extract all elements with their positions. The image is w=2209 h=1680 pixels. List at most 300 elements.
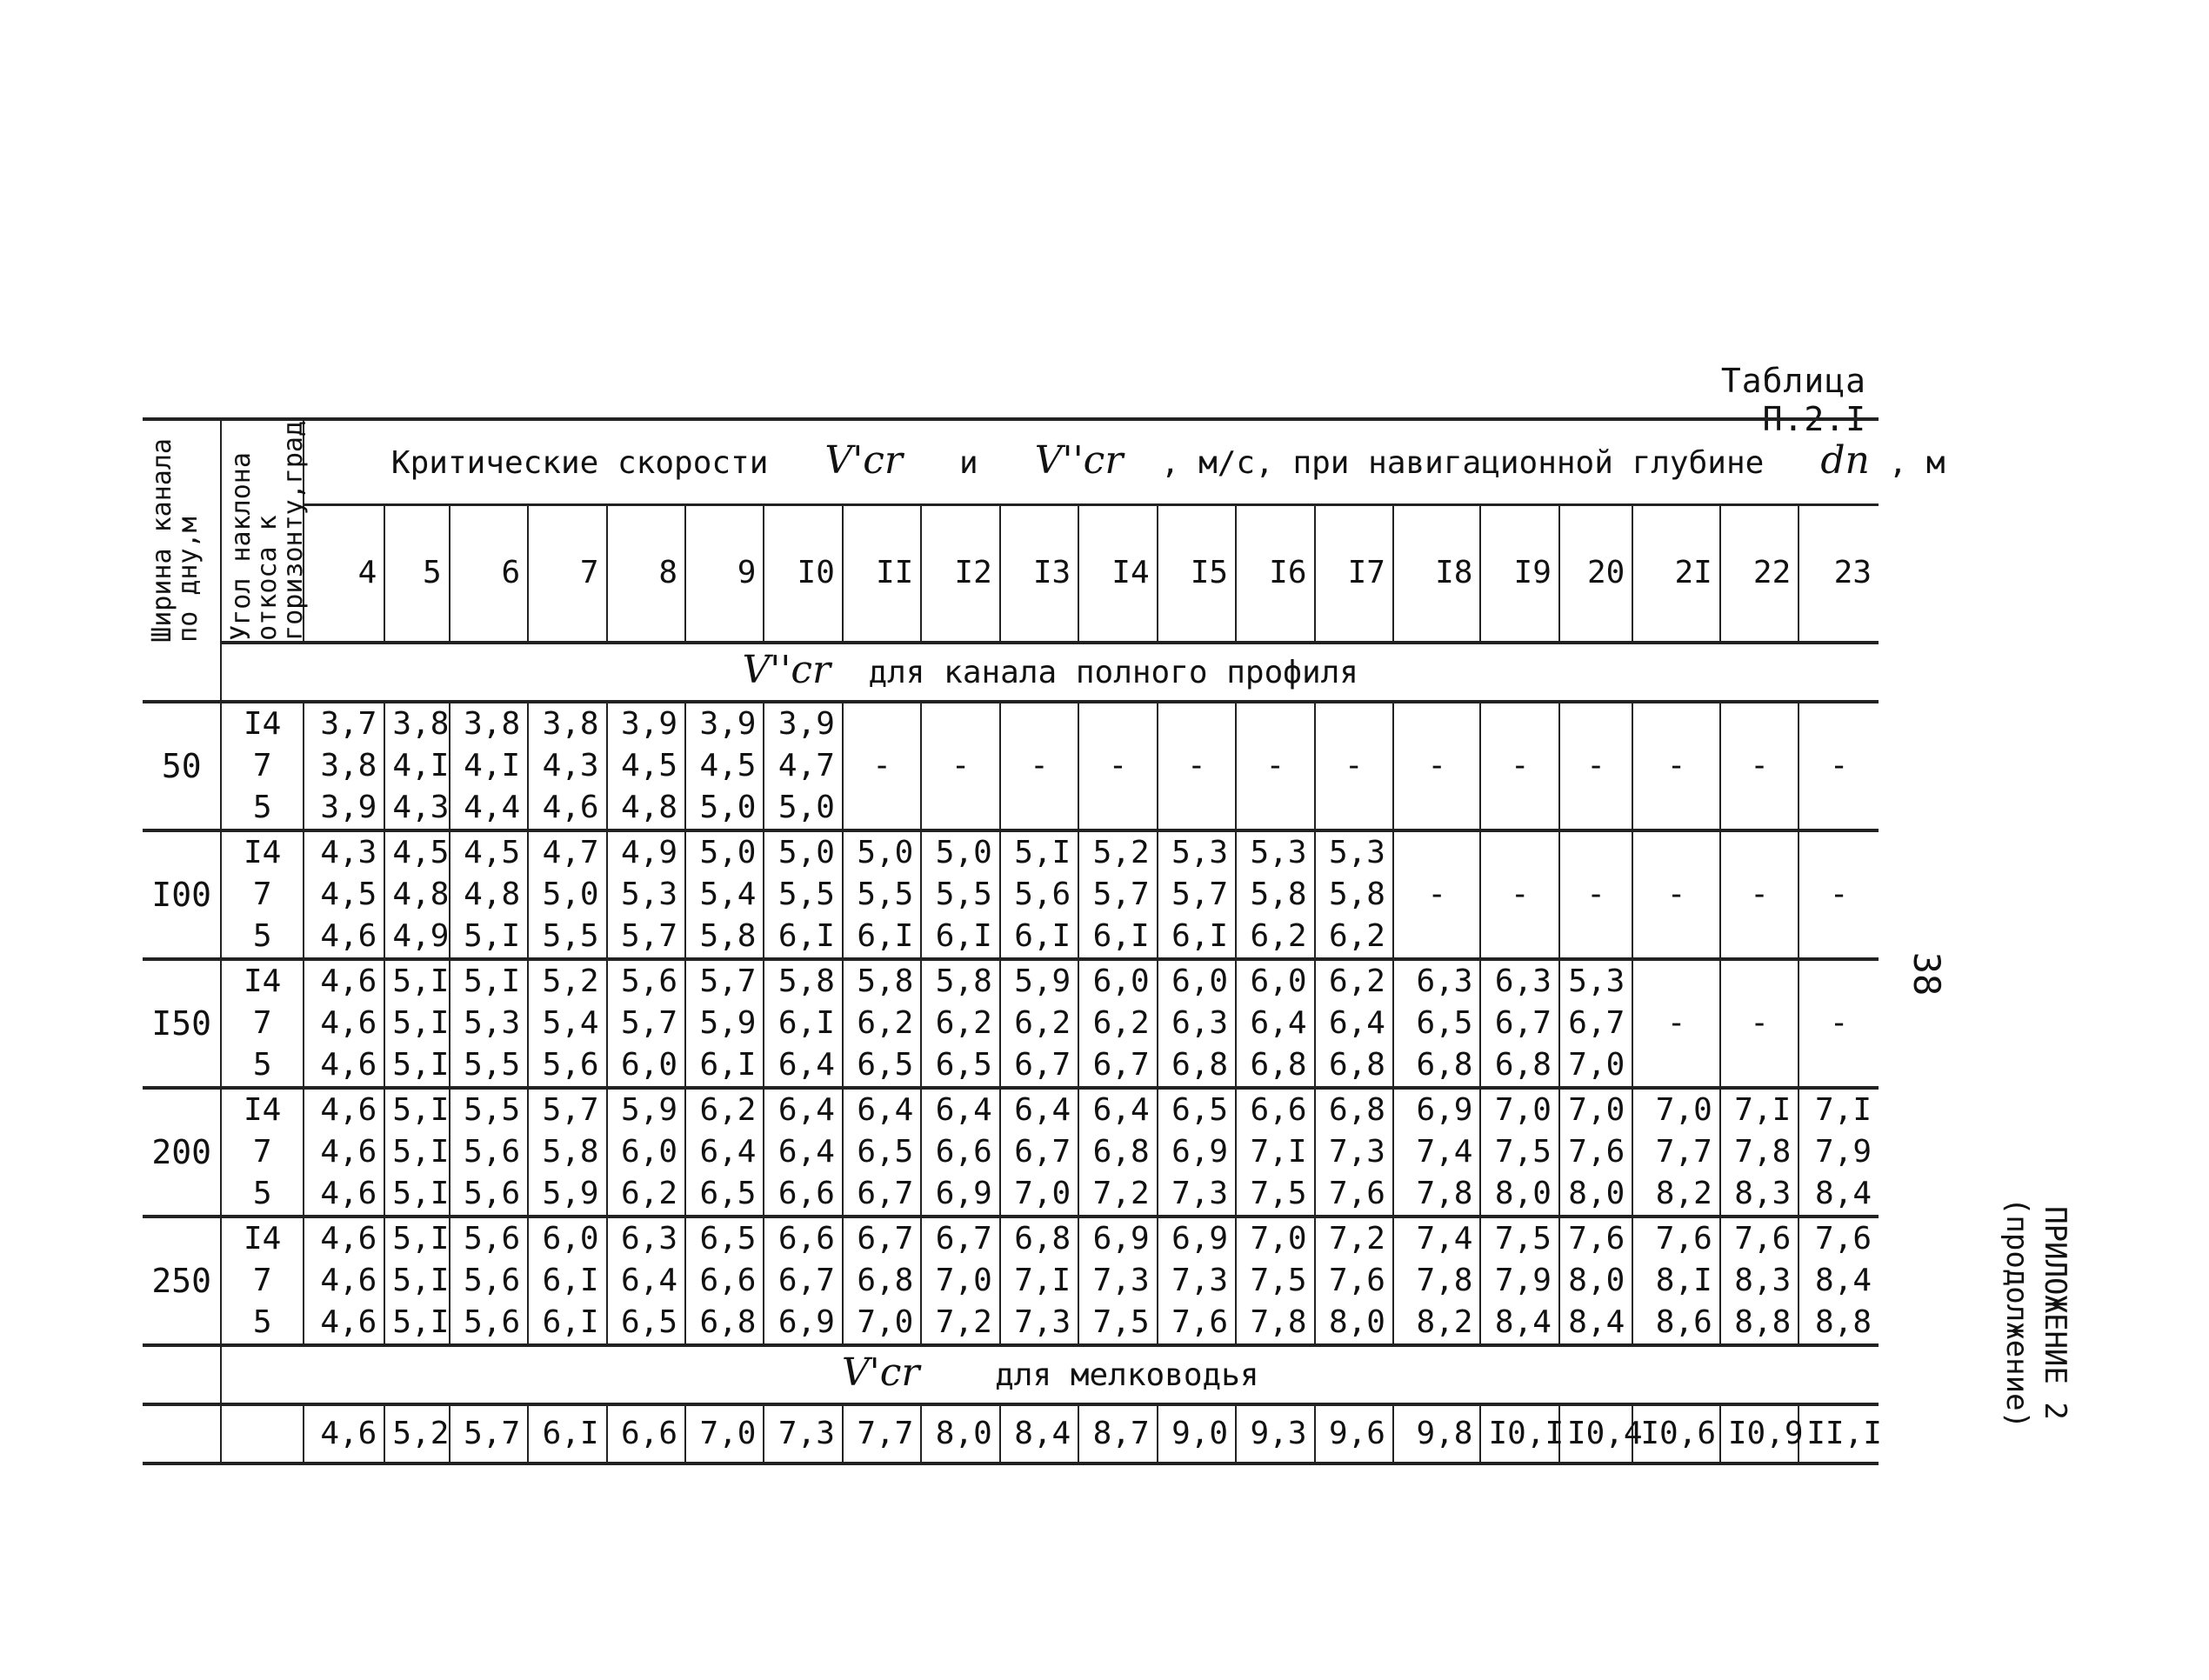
velocity-cell: 6,4 (1236, 1003, 1314, 1044)
velocity-table (143, 417, 1945, 1465)
velocity-cell: 3,9 (764, 702, 842, 745)
velocity-cell: 5,9 (528, 1173, 606, 1217)
velocity-cell: 6,I (1078, 916, 1157, 959)
velocity-cell: 7,2 (1315, 1217, 1393, 1260)
velocity-cell: 5,5 (764, 874, 842, 916)
empty-dash-cell: - (1559, 702, 1632, 830)
velocity-cell: 5,8 (921, 959, 999, 1003)
velocity-cell: 7,6 (1158, 1302, 1236, 1345)
velocity-cell: 4,3 (384, 787, 449, 830)
title-prefix: Критические скорости (390, 444, 769, 481)
velocity-cell: 4,8 (450, 874, 528, 916)
velocity-cell: 6,4 (1078, 1088, 1157, 1131)
velocity-cell: 7,0 (1236, 1217, 1314, 1260)
velocity-cell: 7,5 (1078, 1302, 1157, 1345)
velocity-cell: 6,5 (843, 1044, 921, 1088)
velocity-cell: 5,8 (685, 916, 764, 959)
velocity-cell: 6,0 (1158, 959, 1236, 1003)
symbol-dn: dn (1820, 437, 1870, 483)
empty-dash-cell: - (1632, 702, 1720, 830)
velocity-cell: 7,3 (1158, 1260, 1236, 1302)
depth-header-cell: I3 (1000, 504, 1078, 643)
velocity-cell: 5,5 (843, 874, 921, 916)
velocity-cell: 6,I (1158, 916, 1236, 959)
slope-angle-cell: 5 (221, 787, 303, 830)
velocity-cell: 6,4 (1315, 1003, 1393, 1044)
velocity-cell: 6,2 (1078, 1003, 1157, 1044)
table-row (143, 702, 1879, 745)
velocity-cell: 5,6 (450, 1260, 528, 1302)
velocity-cell: 6,6 (685, 1260, 764, 1302)
depth-header-cell: I5 (1158, 504, 1236, 643)
shallow-velocity-cell: 5,7 (450, 1404, 528, 1463)
empty-dash-cell: - (1158, 702, 1236, 830)
velocity-cell: 4,6 (304, 1131, 384, 1173)
velocity-cell: 4,9 (607, 830, 685, 874)
table-row (143, 1217, 1879, 1260)
velocity-cell: 7,6 (1632, 1217, 1720, 1260)
velocity-cell: 8,8 (1720, 1302, 1799, 1345)
velocity-cell: 6,7 (1000, 1131, 1078, 1173)
shallow-velocity-cell: 9,3 (1236, 1404, 1314, 1463)
velocity-cell: 7,9 (1799, 1131, 1879, 1173)
velocity-cell: 4,5 (304, 874, 384, 916)
table-row (143, 1044, 1879, 1088)
velocity-cell: 6,7 (921, 1217, 999, 1260)
velocity-cell: 5,0 (685, 787, 764, 830)
appendix-subtitle: (продолжение) (1999, 1197, 2034, 1430)
velocity-cell: 7,3 (1315, 1131, 1393, 1173)
velocity-cell: 5,8 (1315, 874, 1393, 916)
shallow-velocity-cell: 4,6 (304, 1404, 384, 1463)
velocity-cell: 7,0 (843, 1302, 921, 1345)
velocity-cell: 6,9 (1393, 1088, 1481, 1131)
velocity-cell: 6,6 (1236, 1088, 1314, 1131)
appendix-label (1979, 1130, 2074, 1496)
empty-dash-cell: - (1393, 830, 1481, 959)
channel-width-cell: 250 (143, 1217, 221, 1345)
velocity-cell: 6,2 (607, 1173, 685, 1217)
velocity-cell: 5,6 (450, 1131, 528, 1173)
shallow-velocity-cell: 7,0 (685, 1404, 764, 1463)
velocity-cell: 5,8 (1236, 874, 1314, 916)
velocity-cell: 7,6 (1315, 1173, 1393, 1217)
velocity-cell: 4,7 (764, 745, 842, 787)
velocity-cell: 4,6 (304, 959, 384, 1003)
channel-width-cell: I00 (143, 830, 221, 959)
angle-header (221, 419, 310, 643)
empty-dash-cell: - (1480, 702, 1558, 830)
velocity-cell: 8,4 (1799, 1260, 1879, 1302)
velocity-cell: 5,5 (528, 916, 606, 959)
header-row-title (143, 419, 1879, 504)
velocity-cell: 6,5 (1158, 1088, 1236, 1131)
velocity-cell: 6,9 (921, 1173, 999, 1217)
depth-header-cell: I6 (1236, 504, 1314, 643)
velocity-cell: 7,I (1799, 1088, 1879, 1131)
velocity-cell: 4,5 (607, 745, 685, 787)
shallow-row (143, 1404, 1879, 1463)
velocity-cell: 3,8 (450, 702, 528, 745)
empty-dash-cell: - (1315, 702, 1393, 830)
velocity-cell: 5,6 (528, 1044, 606, 1088)
table-row (143, 830, 1879, 874)
velocity-cell: 7,9 (1480, 1260, 1558, 1302)
velocity-cell: 4,6 (304, 1173, 384, 1217)
velocity-cell: 7,3 (1078, 1260, 1157, 1302)
velocity-cell: 6,8 (1236, 1044, 1314, 1088)
velocity-cell: 5,4 (685, 874, 764, 916)
velocity-cell: 6,7 (1559, 1003, 1632, 1044)
velocity-cell: 5,5 (450, 1088, 528, 1131)
velocity-cell: 7,6 (1559, 1131, 1632, 1173)
velocity-cell: 6,0 (607, 1044, 685, 1088)
shallow-velocity-cell: I0,4 (1559, 1404, 1632, 1463)
velocity-cell: 4,9 (384, 916, 449, 959)
velocity-cell: 6,2 (1000, 1003, 1078, 1044)
velocity-cell: 4,I (450, 745, 528, 787)
velocity-cell: 8,3 (1720, 1260, 1799, 1302)
depth-header-cell: 6 (450, 504, 528, 643)
velocity-cell: 5,5 (921, 874, 999, 916)
velocity-cell: 6,2 (685, 1088, 764, 1131)
velocity-cell: 7,I (1720, 1088, 1799, 1131)
velocity-cell: 6,I (843, 916, 921, 959)
velocity-cell: 6,4 (764, 1088, 842, 1131)
velocity-cell: 4,7 (528, 830, 606, 874)
velocity-cell: 6,I (1000, 916, 1078, 959)
velocity-cell: 5,0 (921, 830, 999, 874)
velocity-cell: 6,8 (1480, 1044, 1558, 1088)
velocity-cell: 4,6 (304, 1044, 384, 1088)
depth-header-cell: 2I (1632, 504, 1720, 643)
title-suffix: , м (1888, 444, 1945, 481)
velocity-cell: 8,4 (1799, 1173, 1879, 1217)
velocity-cell: 6,8 (1393, 1044, 1481, 1088)
velocity-cell: 5,I (450, 916, 528, 959)
table-title (304, 419, 1945, 504)
depth-header-cell: I2 (921, 504, 999, 643)
velocity-cell: 6,7 (1480, 1003, 1558, 1044)
velocity-cell: 5,I (384, 1302, 449, 1345)
velocity-cell: 4,3 (528, 745, 606, 787)
velocity-cell: 6,2 (1236, 916, 1314, 959)
velocity-cell: 6,2 (1315, 959, 1393, 1003)
velocity-cell: 5,6 (450, 1173, 528, 1217)
shallow-velocity-cell: 9,6 (1315, 1404, 1393, 1463)
velocity-cell: 6,8 (1315, 1088, 1393, 1131)
shallow-velocity-cell: 8,4 (1000, 1404, 1078, 1463)
table-row (143, 1173, 1879, 1217)
empty-dash-cell: - (1393, 702, 1481, 830)
velocity-cell: 4,8 (607, 787, 685, 830)
shallow-velocity-cell: I0,I (1480, 1404, 1558, 1463)
empty-dash-cell: - (1799, 830, 1879, 959)
velocity-cell: 7,3 (1158, 1173, 1236, 1217)
velocity-cell: 6,7 (1000, 1044, 1078, 1088)
title-mid: , м/с, при навигационной глубине (1160, 444, 1765, 481)
empty-dash-cell: - (1632, 830, 1720, 959)
slope-angle-cell: 7 (221, 745, 303, 787)
velocity-cell: 7,0 (1559, 1044, 1632, 1088)
velocity-cell: 6,0 (528, 1217, 606, 1260)
velocity-cell: 5,7 (528, 1088, 606, 1131)
appendix-title: ПРИЛОЖЕНИЕ 2 (2038, 1206, 2072, 1420)
velocity-cell: 5,2 (528, 959, 606, 1003)
velocity-cell: 6,I (764, 916, 842, 959)
shallow-velocity-cell: 9,8 (1393, 1404, 1481, 1463)
velocity-cell: 6,6 (921, 1131, 999, 1173)
velocity-cell: 8,8 (1799, 1302, 1879, 1345)
channel-width-cell: I50 (143, 959, 221, 1088)
velocity-cell: 6,6 (764, 1173, 842, 1217)
velocity-cell: 6,5 (685, 1173, 764, 1217)
velocity-cell: 6,5 (921, 1044, 999, 1088)
velocity-cell: 5,I (1000, 830, 1078, 874)
velocity-cell: 6,5 (1393, 1003, 1481, 1044)
velocity-cell: 7,I (1236, 1131, 1314, 1173)
velocity-cell: 8,I (1632, 1260, 1720, 1302)
shallow-velocity-cell: 7,3 (764, 1404, 842, 1463)
depth-header-row (143, 504, 1879, 643)
empty-dash-cell: - (1559, 830, 1632, 959)
depth-header-cell: I0 (764, 504, 842, 643)
table-row (143, 1260, 1879, 1302)
symbol-vcr-prime: V'cr (824, 437, 903, 483)
shallow-velocity-cell: 9,0 (1158, 1404, 1236, 1463)
velocity-cell: 6,4 (764, 1044, 842, 1088)
velocity-cell: 3,7 (304, 702, 384, 745)
velocity-cell: 7,5 (1480, 1217, 1558, 1260)
velocity-cell: 5,9 (1000, 959, 1078, 1003)
slope-angle-cell: 5 (221, 1173, 303, 1217)
table-row (143, 1302, 1879, 1345)
velocity-cell: 8,2 (1632, 1173, 1720, 1217)
velocity-cell: 8,4 (1480, 1302, 1558, 1345)
velocity-cell: 5,3 (1315, 830, 1393, 874)
depth-header-cell: I9 (1480, 504, 1558, 643)
velocity-cell: 7,I (1000, 1260, 1078, 1302)
velocity-cell: 5,3 (1158, 830, 1236, 874)
velocity-cell: 6,7 (843, 1173, 921, 1217)
velocity-cell: 5,0 (764, 830, 842, 874)
empty-dash-cell: - (1000, 702, 1078, 830)
velocity-cell: 8,0 (1559, 1260, 1632, 1302)
velocity-cell: 6,9 (764, 1302, 842, 1345)
slope-angle-cell: I4 (221, 1088, 303, 1131)
velocity-cell: 5,6 (1000, 874, 1078, 916)
velocity-cell: 6,5 (607, 1302, 685, 1345)
velocity-cell: 5,7 (607, 1003, 685, 1044)
velocity-cell: 7,7 (1632, 1131, 1720, 1173)
velocity-cell: 6,8 (1315, 1044, 1393, 1088)
velocity-cell: 6,9 (1158, 1131, 1236, 1173)
velocity-cell: 6,8 (1078, 1131, 1157, 1173)
velocity-cell: 5,3 (1559, 959, 1632, 1003)
depth-header-cell: 4 (304, 504, 384, 643)
velocity-cell: 4,5 (450, 830, 528, 874)
velocity-cell: 6,4 (921, 1088, 999, 1131)
velocity-cell: 7,6 (1315, 1260, 1393, 1302)
velocity-cell: 6,9 (1158, 1217, 1236, 1260)
velocity-cell: 6,I (764, 1003, 842, 1044)
slope-angle-cell: 7 (221, 874, 303, 916)
velocity-cell: 6,5 (843, 1131, 921, 1173)
page-number: 38 (1905, 951, 1948, 997)
section-full-profile-label (221, 643, 1879, 702)
velocity-cell: 6,7 (1078, 1044, 1157, 1088)
velocity-cell: 5,0 (685, 830, 764, 874)
depth-header-cell: II (843, 504, 921, 643)
slope-angle-cell: I4 (221, 702, 303, 745)
depth-header-cell: 22 (1720, 504, 1799, 643)
velocity-cell: 4,5 (685, 745, 764, 787)
velocity-cell: 4,6 (304, 1217, 384, 1260)
shallow-velocity-cell: 5,2 (384, 1404, 449, 1463)
velocity-cell: 4,I (384, 745, 449, 787)
velocity-cell: 7,0 (1559, 1088, 1632, 1131)
section-shallow-label (221, 1345, 1879, 1404)
velocity-cell: 6,2 (1315, 916, 1393, 959)
velocity-cell: 7,0 (1480, 1088, 1558, 1131)
empty-dash-cell: - (1720, 830, 1799, 959)
velocity-cell: 6,0 (1236, 959, 1314, 1003)
velocity-cell: 3,8 (384, 702, 449, 745)
velocity-cell: 3,9 (304, 787, 384, 830)
velocity-cell: 6,3 (1158, 1003, 1236, 1044)
velocity-cell: 4,6 (304, 1260, 384, 1302)
empty-dash-cell: - (1720, 959, 1799, 1088)
empty-dash-cell: - (1236, 702, 1314, 830)
velocity-cell: 5,7 (607, 916, 685, 959)
velocity-cell: 5,5 (450, 1044, 528, 1088)
velocity-cell: 8,4 (1559, 1302, 1632, 1345)
table-row (143, 1088, 1879, 1131)
width-header (143, 419, 221, 643)
velocity-cell: 4,3 (304, 830, 384, 874)
slope-angle-cell: 7 (221, 1131, 303, 1173)
velocity-cell: 6,4 (685, 1131, 764, 1173)
depth-header-cell: 23 (1799, 504, 1879, 643)
velocity-cell: 5,8 (528, 1131, 606, 1173)
velocity-cell: 6,8 (685, 1302, 764, 1345)
channel-width-cell: 50 (143, 702, 221, 830)
velocity-cell: 8,0 (1480, 1173, 1558, 1217)
velocity-cell: 5,7 (685, 959, 764, 1003)
velocity-cell: 5,6 (450, 1302, 528, 1345)
velocity-cell: 4,6 (304, 1003, 384, 1044)
velocity-cell: 7,0 (1000, 1173, 1078, 1217)
channel-width-cell: 200 (143, 1088, 221, 1217)
empty-dash-cell: - (1078, 702, 1157, 830)
velocity-cell: 6,4 (764, 1131, 842, 1173)
velocity-cell: 5,6 (607, 959, 685, 1003)
empty-dash-cell: - (843, 702, 921, 830)
velocity-cell: 6,8 (1000, 1217, 1078, 1260)
velocity-cell: 5,I (384, 1173, 449, 1217)
section-shallow (143, 1345, 1879, 1404)
velocity-cell: 7,0 (921, 1260, 999, 1302)
table-row (143, 959, 1879, 1003)
velocity-cell: 5,7 (1158, 874, 1236, 916)
velocity-cell: 8,3 (1720, 1173, 1799, 1217)
shallow-velocity-cell: II,I (1799, 1404, 1879, 1463)
velocity-cell: 7,8 (1236, 1302, 1314, 1345)
velocity-cell: 6,I (528, 1260, 606, 1302)
velocity-cell: 4,5 (384, 830, 449, 874)
velocity-cell: 7,3 (1000, 1302, 1078, 1345)
velocity-cell: 7,5 (1236, 1260, 1314, 1302)
velocity-cell: 6,8 (843, 1260, 921, 1302)
table-row (143, 1131, 1879, 1173)
velocity-cell: 3,8 (528, 702, 606, 745)
section-full-profile (143, 643, 1879, 702)
velocity-cell: 5,3 (607, 874, 685, 916)
velocity-cell: 5,0 (528, 874, 606, 916)
velocity-cell: 6,4 (843, 1088, 921, 1131)
velocity-cell: 7,4 (1393, 1131, 1481, 1173)
velocity-cell: 5,I (384, 1260, 449, 1302)
velocity-cell: 6,2 (921, 1003, 999, 1044)
depth-header-cell: I7 (1315, 504, 1393, 643)
velocity-cell: 6,I (921, 916, 999, 959)
velocity-cell: 5,9 (685, 1003, 764, 1044)
velocity-cell: 6,I (528, 1302, 606, 1345)
velocity-cell: 4,6 (304, 1088, 384, 1131)
depth-header-cell: 5 (384, 504, 449, 643)
velocity-cell: 5,2 (1078, 830, 1157, 874)
velocity-cell: 6,0 (607, 1131, 685, 1173)
velocity-cell: 8,2 (1393, 1302, 1481, 1345)
velocity-cell: 5,I (384, 959, 449, 1003)
velocity-cell: 3,9 (607, 702, 685, 745)
empty-dash-cell: - (1720, 702, 1799, 830)
velocity-cell: 5,3 (1236, 830, 1314, 874)
velocity-cell: 7,8 (1393, 1260, 1481, 1302)
velocity-cell: 6,3 (1393, 959, 1481, 1003)
velocity-cell: 7,8 (1393, 1173, 1481, 1217)
velocity-cell: 5,I (384, 1003, 449, 1044)
depth-header-cell: I8 (1393, 504, 1481, 643)
shallow-velocity-cell: 7,7 (843, 1404, 921, 1463)
velocity-cell: 5,7 (1078, 874, 1157, 916)
velocity-cell: 6,8 (1158, 1044, 1236, 1088)
empty-dash-cell: - (921, 702, 999, 830)
symbol-vcr-double-prime-section: V''cr (742, 648, 831, 693)
velocity-cell: 7,2 (1078, 1173, 1157, 1217)
velocity-cell: 8,6 (1632, 1302, 1720, 1345)
velocity-cell: 7,6 (1559, 1217, 1632, 1260)
depth-header-cell: 7 (528, 504, 606, 643)
table-caption: Таблица П.2.I (1720, 362, 1866, 438)
shallow-velocity-cell: I0,9 (1720, 1404, 1799, 1463)
velocity-cell: 5,I (384, 1131, 449, 1173)
velocity-cell: 6,3 (1480, 959, 1558, 1003)
velocity-cell: 6,0 (1078, 959, 1157, 1003)
angle-header-text: Угол наклона откоса к горизонту,град (226, 420, 310, 641)
velocity-cell: 5,9 (607, 1088, 685, 1131)
velocity-cell: 4,8 (384, 874, 449, 916)
slope-angle-cell: 7 (221, 1260, 303, 1302)
velocity-cell: 7,6 (1720, 1217, 1799, 1260)
empty-dash-cell: - (1799, 959, 1879, 1088)
table-row (143, 1003, 1879, 1044)
velocity-cell: 5,8 (764, 959, 842, 1003)
velocity-cell: 5,I (384, 1088, 449, 1131)
shallow-velocity-cell: 8,0 (921, 1404, 999, 1463)
shallow-velocity-cell: 6,I (528, 1404, 606, 1463)
velocity-cell: 7,6 (1799, 1217, 1879, 1260)
